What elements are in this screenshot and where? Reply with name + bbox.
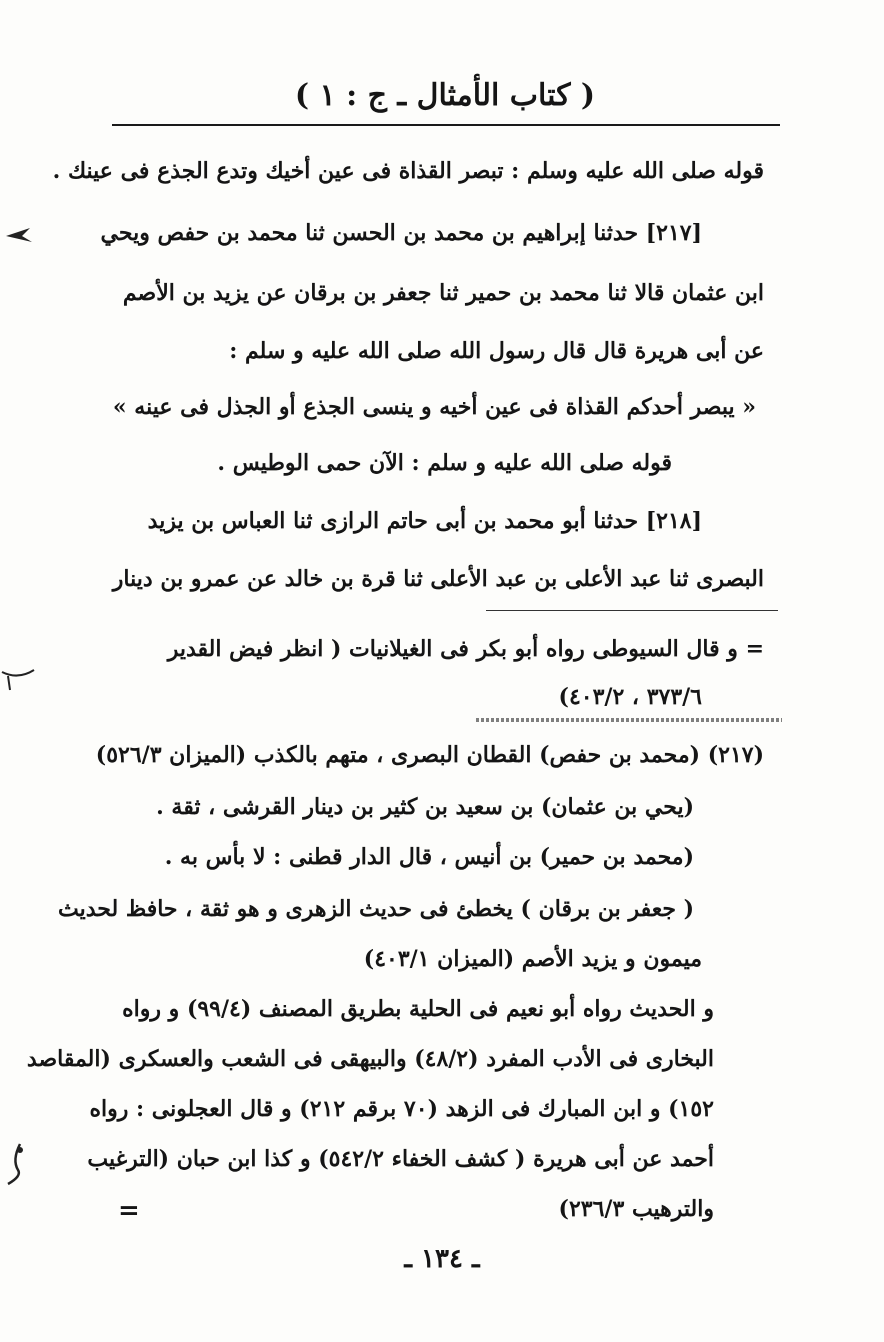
note-line: (محمد بن حمير) بن أنيس ، قال الدار قطنى : لا بأس به . (164, 844, 694, 870)
body-line: قوله صلى الله عليه وسلم : تبصر القذاة فى عين أخيك وتدع الجذع فى عينك . (52, 158, 764, 184)
header-rule (112, 124, 780, 126)
body-line: قوله صلى الله عليه و سلم : الآن حمى الوطيس . (217, 450, 672, 476)
running-header: ( كتاب الأمثال ـ ج : ١ ) (294, 78, 596, 113)
hadith-quote: « يبصر أحدكم القذاة فى عين أخيه و ينسى الجذع أو الجذل فى عينه » (112, 394, 756, 420)
margin-stroke-icon (4, 1140, 28, 1186)
body-line: [٢١٧] حدثنا إبراهيم بن محمد بن الحسن ثنا محمد بن حفص ويحي (100, 220, 702, 246)
page-number: ـ ١٣٤ ـ (404, 1244, 480, 1274)
note-line: ميمون و يزيد الأصم (الميزان ٤٠٣/١) (363, 946, 702, 972)
body-line: البصرى ثنا عبد الأعلى بن عبد الأعلى ثنا قرة بن خالد عن عمرو بن دينار (112, 566, 764, 592)
notes-separator (476, 718, 782, 722)
note-line: ١٥٢) و ابن المبارك فى الزهد (٧٠ برقم ٢١٢) و قال العجلونى : رواه (89, 1096, 714, 1122)
note-line: (٢١٧) (محمد بن حفص) القطان البصرى ، متهم بالكذب (الميزان ٥٢٦/٣) (95, 742, 764, 768)
note-line: والترهيب ٢٣٦/٣) (558, 1196, 714, 1222)
margin-arrow-icon (4, 226, 34, 246)
note-line: و الحديث رواه أبو نعيم فى الحلية بطريق المصنف (٩٩/٤) و رواه (122, 996, 714, 1022)
note-line: أحمد عن أبى هريرة ( كشف الخفاء ٥٤٢/٢) و كذا ابن حبان (الترغيب (87, 1146, 714, 1172)
body-line: [٢١٨] حدثنا أبو محمد بن أبى حاتم الرازى ثنا العباس بن يزيد (147, 508, 702, 534)
footnote-continuation: = و قال السيوطى رواه أبو بكر فى الغيلانيات ( انظر فيض القدير (167, 636, 764, 662)
continuation-mark: = (118, 1196, 140, 1226)
note-line: ( جعفر بن برقان ) يخطئ فى حديث الزهرى و هو ثقة ، حافظ لحديث (57, 896, 694, 922)
note-line: البخارى فى الأدب المفرد (٤٨/٢) والبيهقى فى الشعب والعسكرى (المقاصد (26, 1046, 714, 1072)
body-line: ابن عثمان قالا ثنا محمد بن حمير ثنا جعفر بن برقان عن يزيد بن الأصم (122, 280, 764, 306)
note-line: (يحي بن عثمان) بن سعيد بن كثير بن دينار القرشى ، ثقة . (156, 794, 694, 820)
footnote-continuation: ٣٧٣/٦ ، ٤٠٣/٢) (558, 684, 702, 710)
footnote-separator (486, 610, 778, 611)
margin-stroke-icon (0, 662, 36, 692)
body-line: عن أبى هريرة قال قال رسول الله صلى الله عليه و سلم : (229, 338, 764, 364)
